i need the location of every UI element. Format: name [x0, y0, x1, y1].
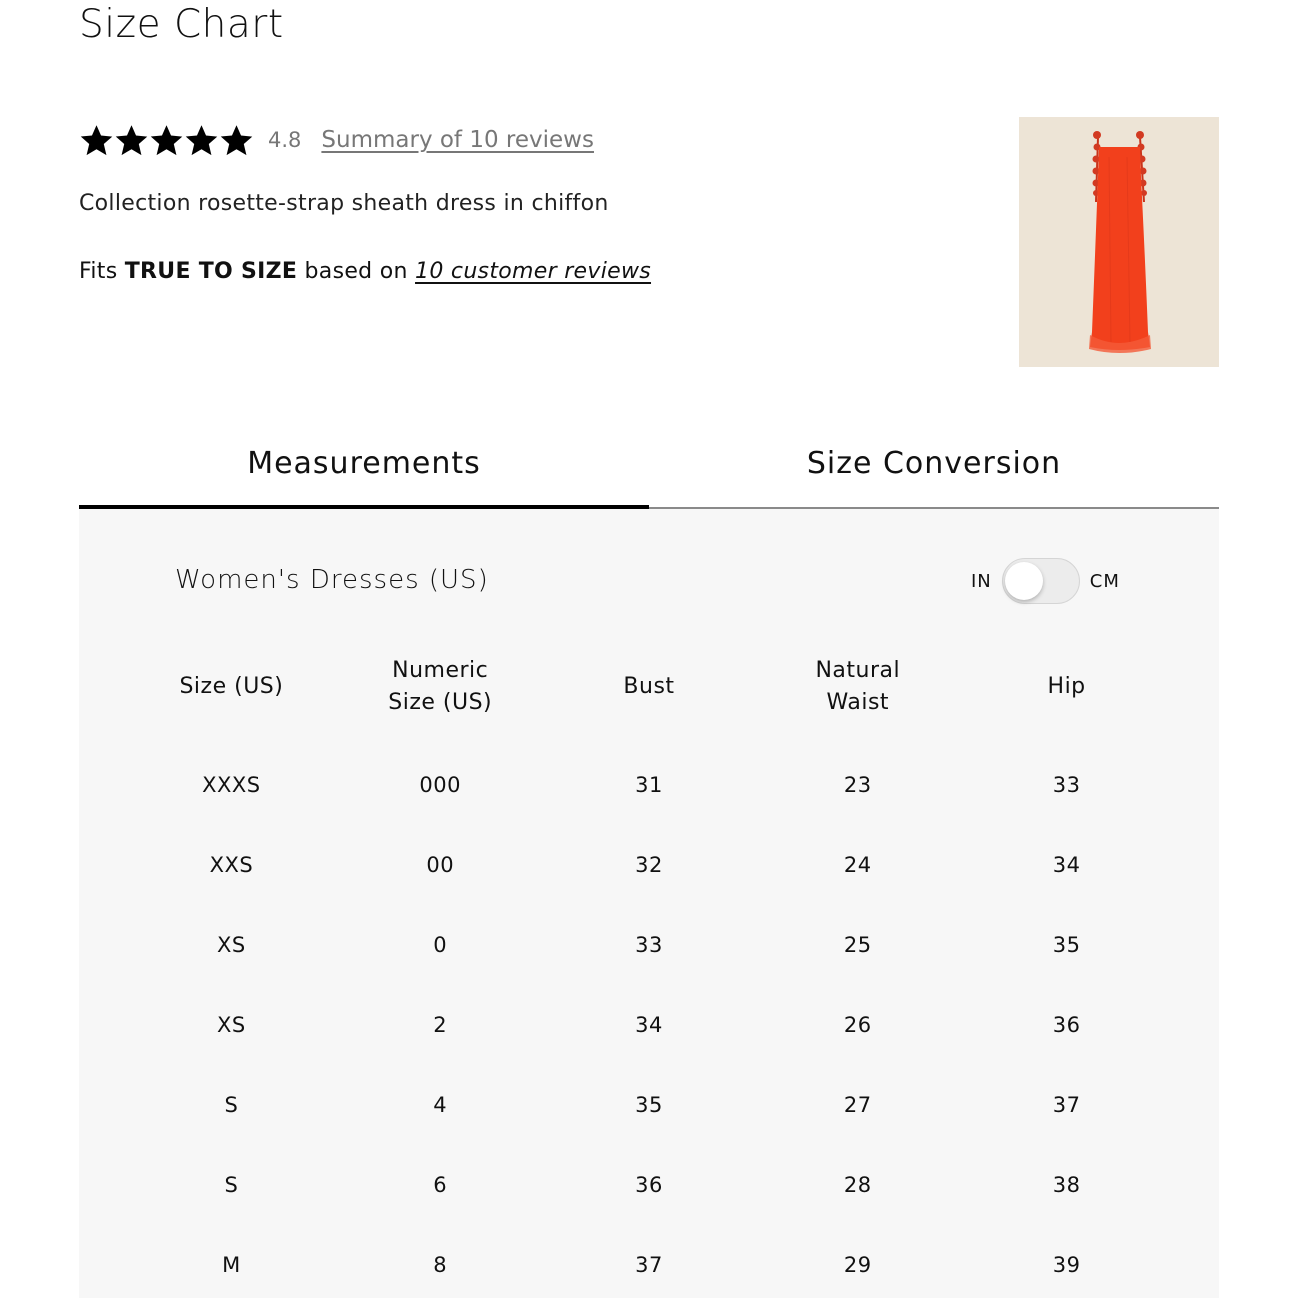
table-row — [127, 905, 1171, 985]
table-cell: 23 — [843, 773, 872, 797]
fit-summary — [79, 259, 651, 284]
tab-measurements[interactable]: Measurements — [79, 425, 649, 507]
table-row — [127, 1225, 1171, 1298]
column-header: Bust — [623, 674, 675, 699]
star-icon — [79, 123, 114, 158]
unit-label-in: IN — [971, 570, 992, 592]
table-row — [127, 1145, 1171, 1225]
table-cell: S — [224, 1173, 239, 1197]
table-row — [127, 985, 1171, 1065]
table-cell: M — [222, 1253, 241, 1277]
red-dress-image — [1019, 117, 1219, 367]
fit-middle: based on — [297, 259, 416, 284]
table-header-row — [127, 649, 1171, 725]
table-cell: 39 — [1052, 1253, 1081, 1277]
unit-switch[interactable] — [1002, 558, 1080, 604]
table-cell: 37 — [635, 1253, 663, 1277]
fit-prefix: Fits — [79, 259, 125, 284]
table-cell: 37 — [1052, 1093, 1081, 1117]
table-cell: S — [224, 1093, 239, 1117]
table-cell: XXS — [209, 853, 254, 877]
table-cell: 35 — [1052, 933, 1081, 957]
table-cell: 32 — [635, 853, 663, 877]
table-cell: 27 — [843, 1093, 872, 1117]
table-cell: 4 — [433, 1093, 448, 1117]
table-cell: 31 — [635, 773, 663, 797]
unit-label-cm: CM — [1089, 570, 1120, 592]
rating-row — [79, 120, 594, 160]
star-icon — [219, 123, 254, 158]
table-row — [127, 725, 1171, 825]
tab-bar — [79, 425, 1219, 509]
table-cell: 38 — [1052, 1173, 1081, 1197]
star-icon — [184, 123, 219, 158]
product-image — [1019, 117, 1219, 367]
table-cell: XS — [217, 1013, 246, 1037]
table-cell: 36 — [1052, 1013, 1081, 1037]
table-cell: 6 — [433, 1173, 448, 1197]
product-name: Collection rosette-strap sheath dress in chiffon — [79, 191, 609, 216]
table-cell: 34 — [1052, 853, 1081, 877]
fit-emphasis: TRUE TO SIZE — [124, 259, 298, 284]
table-cell: 24 — [843, 853, 872, 877]
column-header: Numeric Size (US) — [388, 658, 493, 715]
table-cell: 8 — [433, 1253, 448, 1277]
table-cell: 00 — [426, 853, 455, 877]
table-row — [127, 1065, 1171, 1145]
table-cell: XS — [217, 933, 246, 957]
table-cell: 25 — [843, 933, 872, 957]
table-cell: 36 — [635, 1173, 663, 1197]
table-cell: 29 — [843, 1253, 872, 1277]
tab-size-conversion[interactable]: Size Conversion — [806, 445, 1062, 481]
size-table — [127, 649, 1171, 1298]
star-rating — [79, 123, 254, 158]
unit-toggle — [971, 557, 1120, 605]
table-cell: 26 — [843, 1013, 872, 1037]
table-cell: 33 — [1052, 773, 1081, 797]
panel-title: Women's Dresses (US) — [175, 565, 489, 595]
rating-value: 4.8 — [268, 128, 302, 152]
column-header: Size (US) — [179, 674, 284, 699]
table-cell: 000 — [419, 773, 461, 797]
table-cell: 2 — [433, 1013, 448, 1037]
column-header: Hip — [1047, 674, 1086, 699]
table-cell: 34 — [635, 1013, 663, 1037]
column-header: Natural Waist — [815, 658, 901, 715]
reviews-summary-link[interactable]: Summary of 10 reviews — [321, 127, 594, 153]
table-cell: XXXS — [202, 773, 261, 797]
star-icon — [114, 123, 149, 158]
customer-reviews-link[interactable]: 10 customer reviews — [415, 259, 652, 284]
table-cell: 0 — [433, 933, 448, 957]
switch-knob — [1005, 562, 1043, 600]
table-cell: 33 — [635, 933, 663, 957]
measurements-panel — [79, 509, 1219, 1298]
page-title: Size Chart — [79, 2, 284, 47]
table-cell: 35 — [635, 1093, 663, 1117]
star-icon — [149, 123, 184, 158]
table-cell: 28 — [843, 1173, 872, 1197]
table-row — [127, 825, 1171, 905]
